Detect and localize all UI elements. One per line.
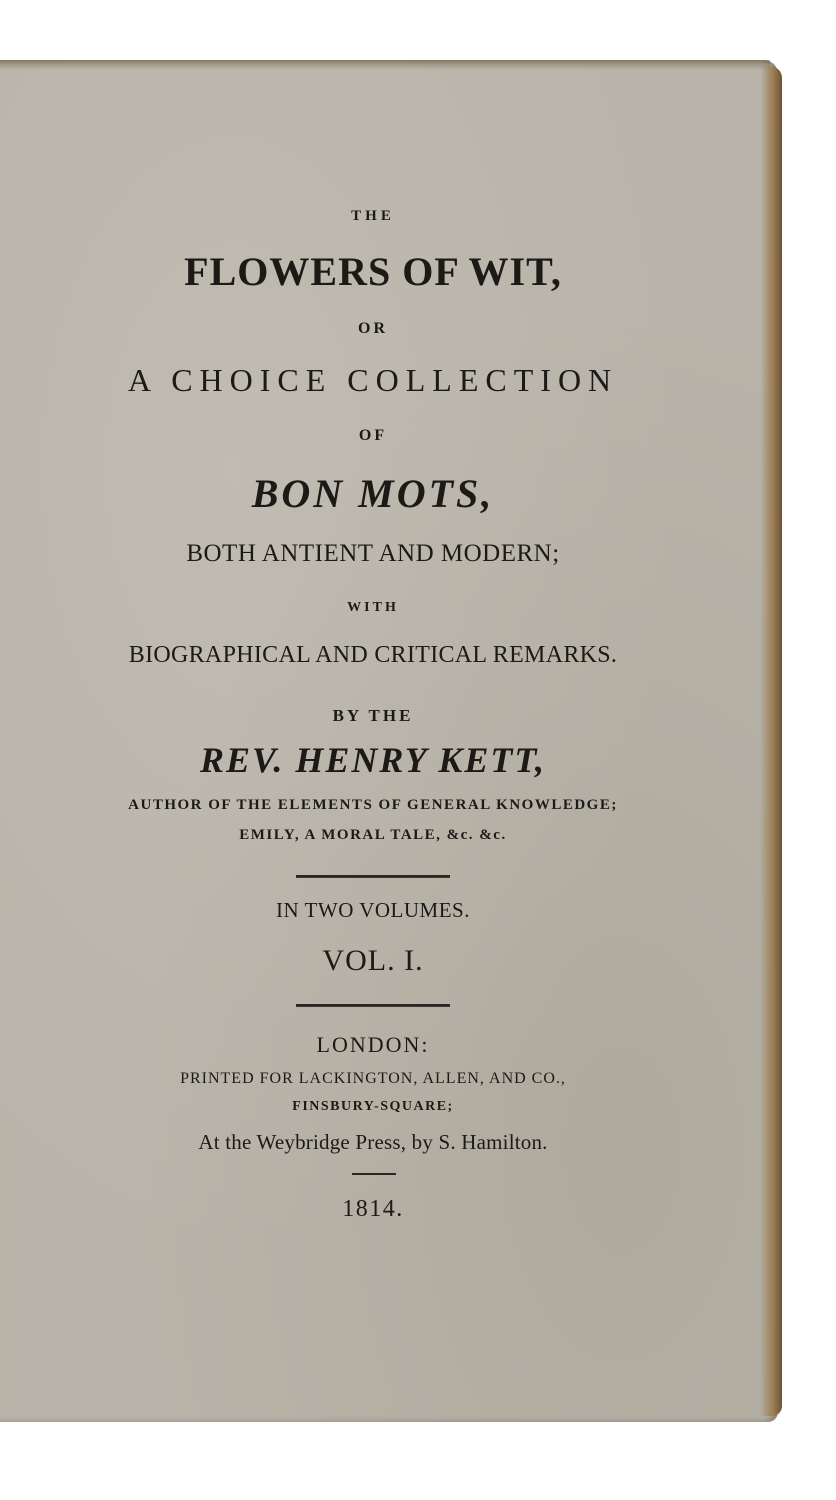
bon-mots-heading: BON MOTS,	[251, 471, 495, 516]
by-the-line: BY THE	[332, 706, 414, 725]
book-title: FLOWERS OF WIT,	[184, 249, 562, 294]
publication-year: 1814.	[342, 1196, 404, 1222]
author-name: REV. HENRY KETT,	[199, 740, 547, 780]
title-article: THE	[351, 208, 395, 224]
author-credits: AUTHOR OF THE ELEMENTS OF GENERAL KNOWLEDGE;	[128, 797, 618, 813]
remarks-line: BIOGRAPHICAL AND CRITICAL REMARKS.	[128, 642, 618, 668]
book-subtitle: A CHOICE COLLECTION	[127, 362, 619, 398]
volume-number: VOL. I.	[322, 944, 424, 977]
imprint-place: LONDON:	[316, 1032, 430, 1057]
imprint-press: At the Weybridge Press, by S. Hamilton.	[198, 1130, 548, 1154]
page-top-edge-foxing	[0, 60, 770, 70]
subtitle-qualifier: BOTH ANTIENT AND MODERN;	[186, 540, 560, 567]
subtitle-preposition: OF	[358, 427, 388, 444]
volumes-note: IN TWO VOLUMES.	[276, 898, 470, 922]
author-works: EMILY, A MORAL TALE, &c. &c.	[239, 827, 507, 843]
page-fore-edge	[760, 66, 782, 1416]
title-conjunction: OR	[358, 320, 388, 337]
divider-rule	[296, 1004, 450, 1007]
short-divider-rule	[352, 1173, 396, 1175]
imprint-publisher: PRINTED FOR LACKINGTON, ALLEN, AND CO.,	[180, 1070, 566, 1087]
divider-rule	[296, 875, 450, 878]
with-line: WITH	[347, 600, 399, 615]
imprint-address: FINSBURY-SQUARE;	[292, 1099, 454, 1114]
